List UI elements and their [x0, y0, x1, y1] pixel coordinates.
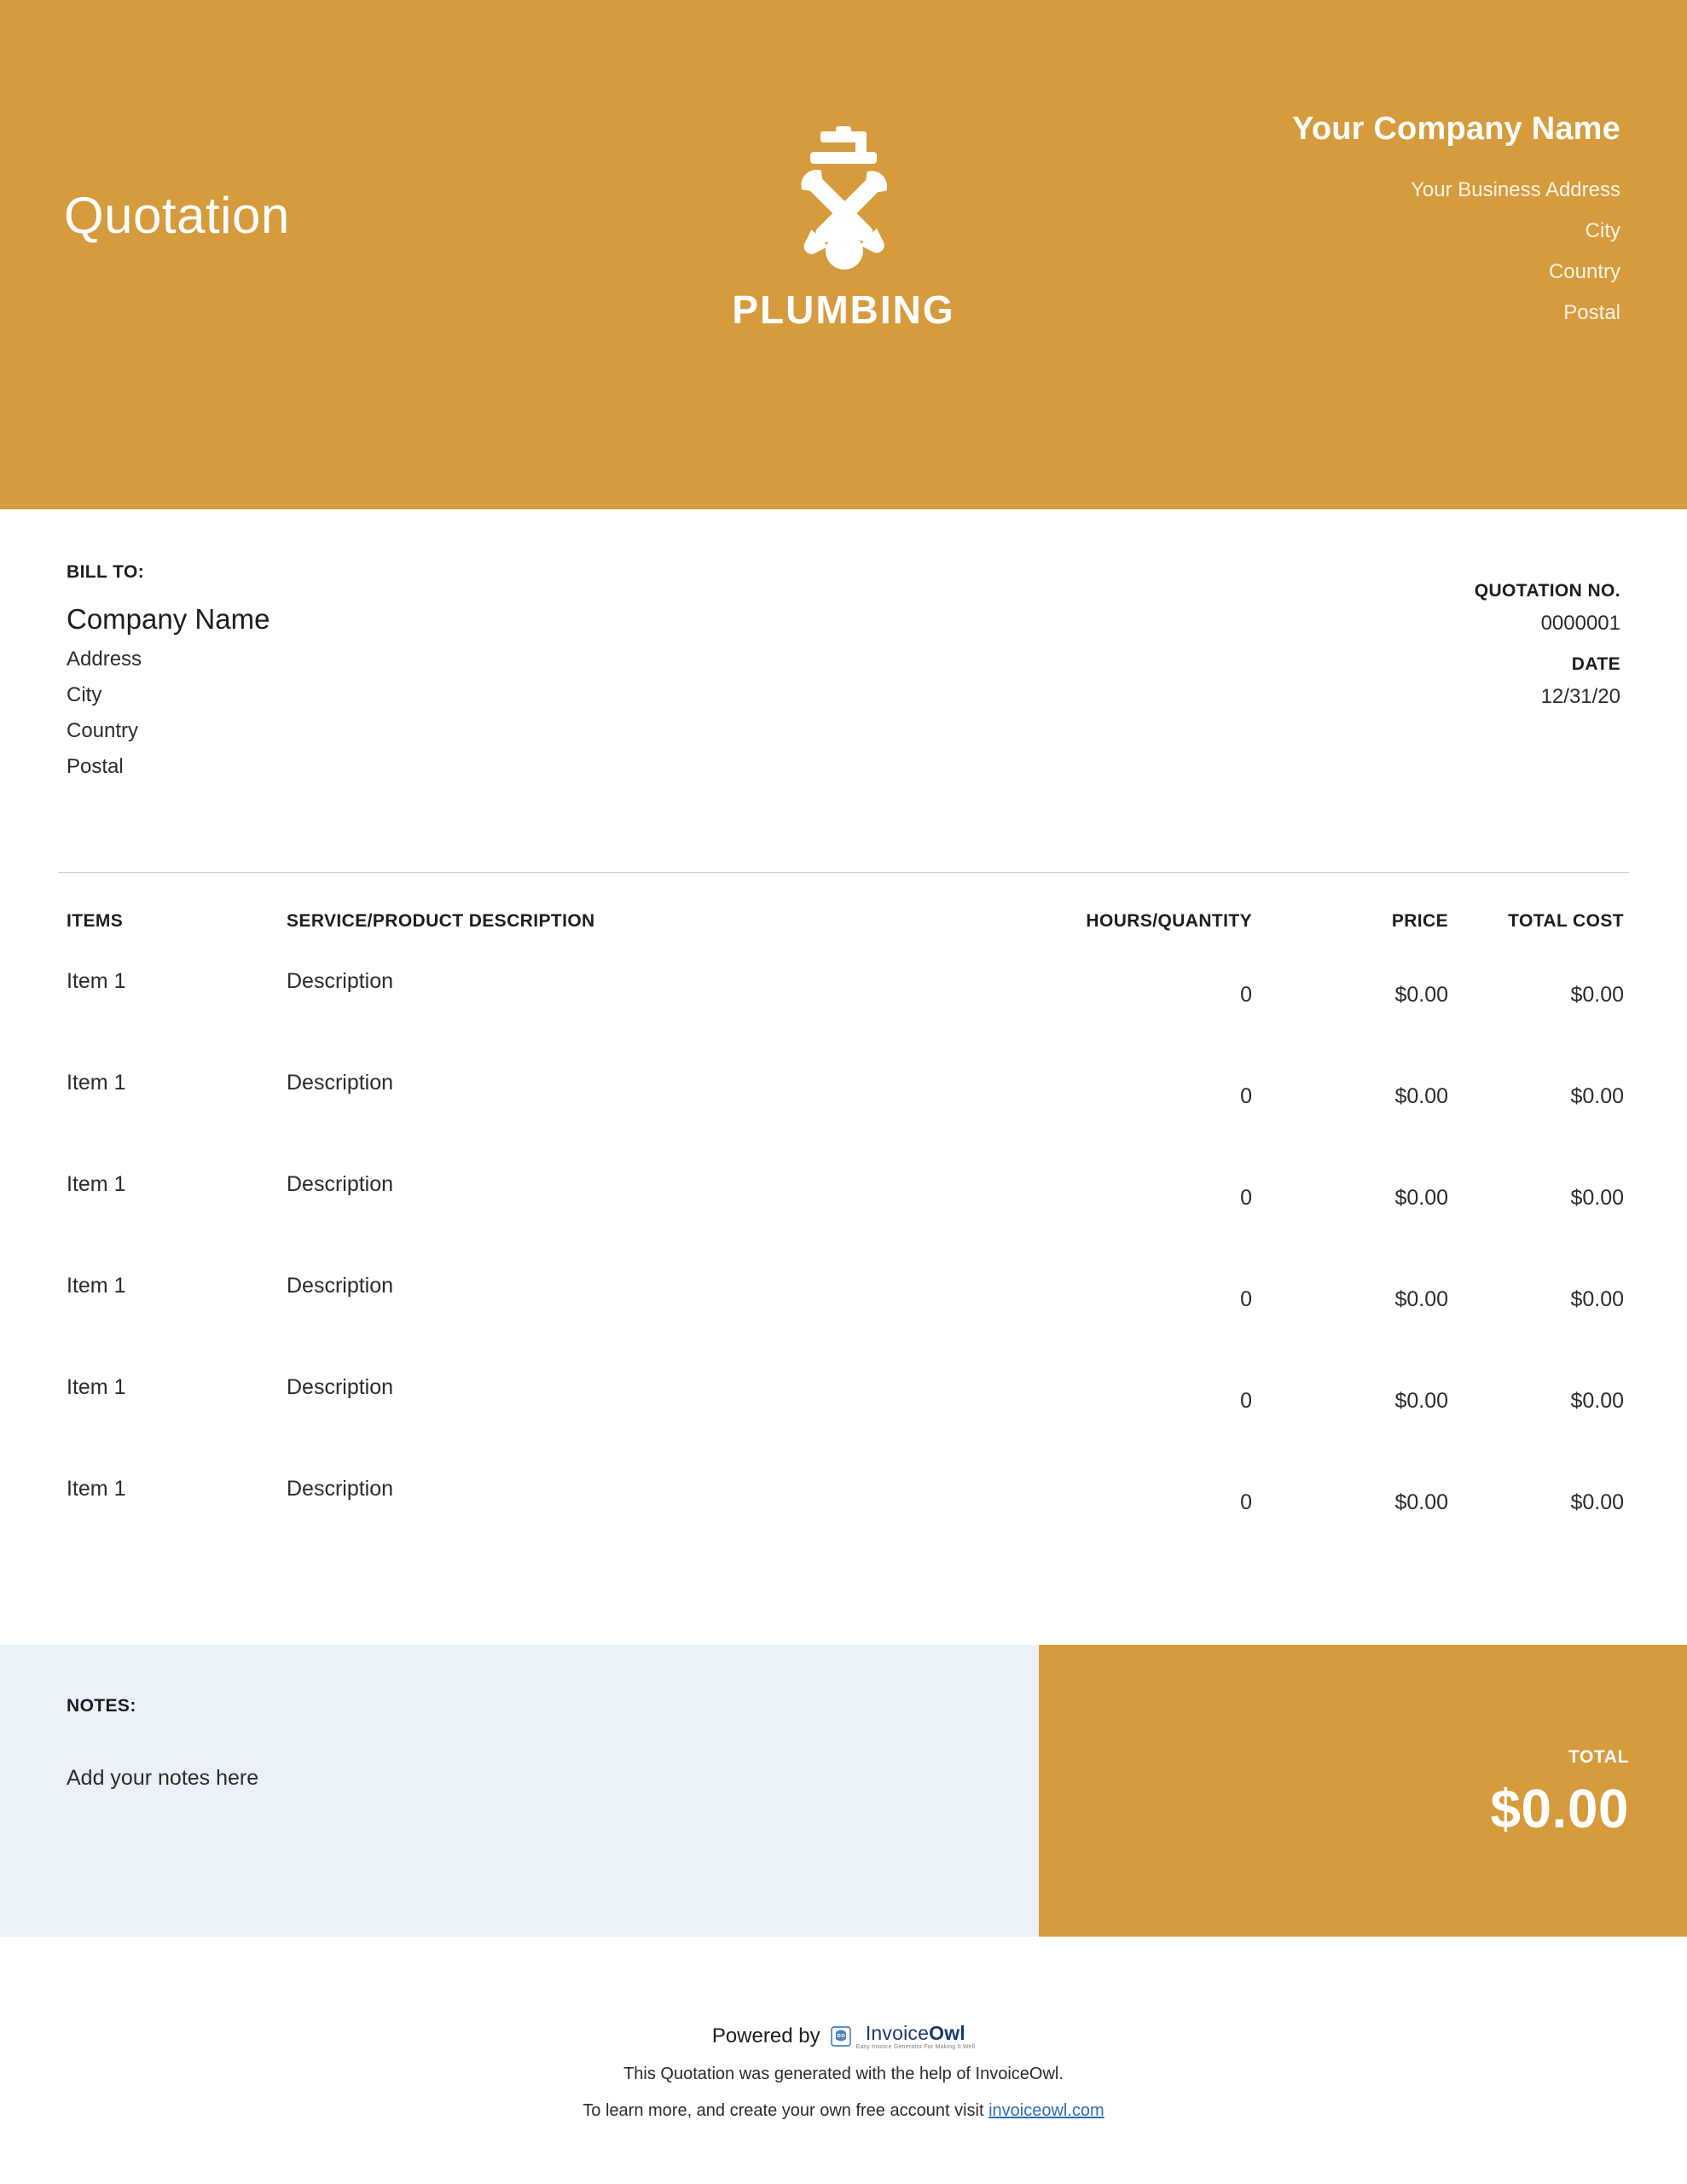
quotation-number-value: 0000001: [1540, 612, 1620, 635]
line-items-table: [58, 911, 1629, 1556]
company-address: Your Business Address: [1411, 178, 1620, 201]
table-header-row: [58, 911, 1629, 947]
table-row: [58, 1048, 1629, 1150]
total-label: TOTAL: [1568, 1747, 1629, 1767]
company-city: City: [1585, 219, 1620, 242]
column-header-description: SERVICE/PRODUCT DESCRIPTION: [287, 911, 595, 931]
notes-section: [0, 1645, 1039, 1937]
header-divider: [58, 872, 1629, 873]
row-price: $0.00: [1394, 1287, 1448, 1311]
row-description: Description: [287, 1477, 394, 1501]
owl-icon: [831, 2025, 851, 2048]
row-price: $0.00: [1394, 1084, 1448, 1108]
bill-to-address: Address: [67, 648, 142, 671]
notes-text: Add your notes here: [67, 1766, 259, 1790]
table-row: [58, 947, 1629, 1048]
bill-to-city: City: [67, 683, 102, 706]
notes-label: NOTES:: [67, 1696, 136, 1716]
row-description: Description: [287, 1071, 394, 1095]
footer-line-1: This Quotation was generated with the help of InvoiceOwl.: [623, 2065, 1064, 2083]
row-description: Description: [287, 969, 394, 993]
document-info: [0, 562, 1687, 844]
quotation-meta: [1475, 581, 1620, 728]
footer-line-2: [0, 2099, 1687, 2123]
company-country: Country: [1548, 260, 1620, 283]
logo-text: PLUMBING: [732, 288, 955, 332]
row-total: $0.00: [1570, 1186, 1624, 1210]
bill-to-postal: Postal: [67, 755, 124, 778]
row-quantity: 0: [1240, 983, 1252, 1007]
invoiceowl-logo: [831, 2022, 976, 2050]
row-item: Item 1: [67, 1071, 126, 1095]
brand-name-first: Invoice: [865, 2022, 930, 2044]
bill-to-label: BILL TO:: [67, 562, 145, 582]
row-quantity: 0: [1240, 1490, 1252, 1514]
row-quantity: 0: [1240, 1084, 1252, 1108]
row-price: $0.00: [1394, 1186, 1448, 1210]
quotation-number-label: QUOTATION NO.: [1474, 581, 1620, 601]
document-header: [0, 0, 1687, 509]
table-row: [58, 1353, 1629, 1455]
row-description: Description: [287, 1274, 394, 1298]
company-postal: Postal: [1563, 301, 1620, 324]
page-title: Quotation: [64, 187, 290, 244]
total-section: [1039, 1645, 1687, 1937]
table-row: [58, 1455, 1629, 1556]
brand-tagline: Easy Invoice Generator For Making It Well: [855, 2044, 976, 2050]
footer-line-2-text: To learn more, and create your own free account visit: [583, 2101, 989, 2120]
row-price: $0.00: [1394, 1490, 1448, 1514]
company-logo: [664, 119, 1023, 333]
company-name: Your Company Name: [1292, 111, 1620, 147]
row-item: Item 1: [67, 969, 126, 993]
bill-to-block: [67, 562, 270, 779]
bill-to-country: Country: [67, 719, 139, 742]
company-info: [1292, 111, 1620, 344]
row-item: Item 1: [67, 1274, 126, 1298]
brand-name-second: Owl: [929, 2022, 965, 2044]
document-footer: [0, 2022, 1687, 2123]
powered-by-row: [0, 2022, 1687, 2050]
row-quantity: 0: [1240, 1186, 1252, 1210]
invoiceowl-link[interactable]: invoiceowl.com: [988, 2101, 1104, 2120]
bill-to-company: Company Name: [67, 603, 270, 635]
row-total: $0.00: [1570, 1084, 1624, 1108]
table-row: [58, 1252, 1629, 1353]
row-quantity: 0: [1240, 1287, 1252, 1311]
row-item: Item 1: [67, 1477, 126, 1501]
row-item: Item 1: [67, 1375, 126, 1399]
notes-total-band: [0, 1645, 1687, 1937]
row-description: Description: [287, 1375, 394, 1399]
row-description: Description: [287, 1172, 394, 1196]
row-total: $0.00: [1570, 1287, 1624, 1311]
row-quantity: 0: [1240, 1389, 1252, 1413]
row-price: $0.00: [1394, 983, 1448, 1007]
total-value: $0.00: [1490, 1778, 1629, 1839]
row-total: $0.00: [1570, 1490, 1624, 1514]
row-total: $0.00: [1570, 983, 1624, 1007]
column-header-total: TOTAL COST: [1508, 911, 1624, 931]
date-label: DATE: [1571, 654, 1620, 674]
crossed-wrenches-faucet-icon: [728, 119, 959, 282]
row-price: $0.00: [1394, 1389, 1448, 1413]
row-item: Item 1: [67, 1172, 126, 1196]
date-value: 12/31/20: [1540, 685, 1620, 708]
column-header-price: PRICE: [1391, 911, 1448, 931]
powered-by-label: Powered by: [711, 2024, 820, 2048]
column-header-items: ITEMS: [67, 911, 124, 931]
column-header-quantity: HOURS/QUANTITY: [1086, 911, 1252, 931]
row-total: $0.00: [1570, 1389, 1624, 1413]
table-row: [58, 1150, 1629, 1252]
